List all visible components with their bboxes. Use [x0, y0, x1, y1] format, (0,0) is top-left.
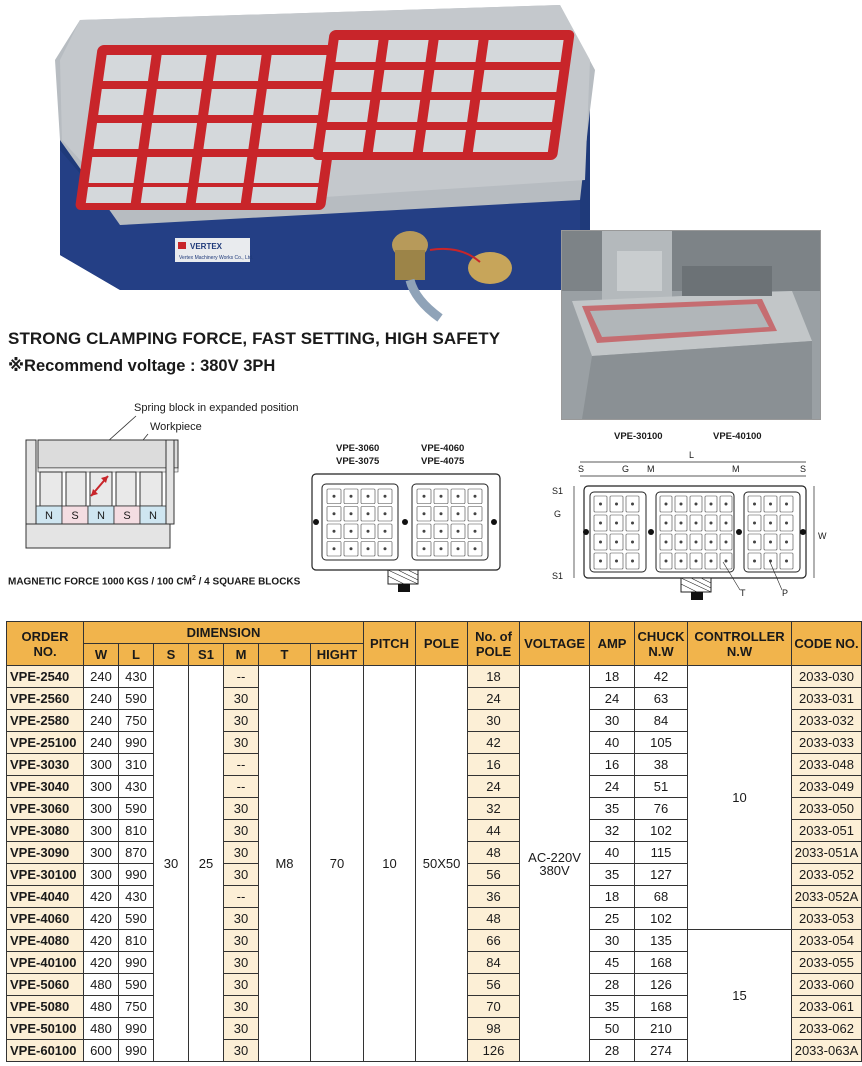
w-cell: 240 — [84, 666, 119, 688]
order-no-cell: VPE-4040 — [7, 886, 84, 908]
order-no-cell: VPE-30100 — [7, 864, 84, 886]
pole-hole — [440, 530, 442, 532]
pole-hole — [333, 513, 335, 515]
controller-nw-cell: 15 — [688, 930, 792, 1062]
order-no-cell: VPE-3060 — [7, 798, 84, 820]
dim-label: G — [554, 509, 562, 519]
order-no-cell: VPE-3040 — [7, 776, 84, 798]
w-cell: 480 — [84, 974, 119, 996]
pole-hole — [753, 522, 755, 524]
pole-hole — [457, 548, 459, 550]
pole-hole — [680, 541, 682, 543]
pole-hole — [680, 560, 682, 562]
chuck-drawing-a — [308, 472, 504, 594]
w-cell: 420 — [84, 930, 119, 952]
no-of-pole-cell: 48 — [468, 842, 520, 864]
dim-label: L — [689, 450, 695, 460]
l-cell: 590 — [119, 688, 154, 710]
l-cell: 990 — [119, 1040, 154, 1062]
chuck-nw-cell: 127 — [635, 864, 688, 886]
model-label: VPE-30100 — [614, 431, 663, 442]
no-of-pole-cell: 48 — [468, 908, 520, 930]
amp-cell: 18 — [590, 886, 635, 908]
m-cell: 30 — [224, 952, 259, 974]
pole-hole — [474, 513, 476, 515]
pole-hole — [440, 495, 442, 497]
code-no-cell: 2033-032 — [792, 710, 862, 732]
order-no-cell: VPE-4080 — [7, 930, 84, 952]
chuck-nw-cell: 42 — [635, 666, 688, 688]
dim-label: S — [800, 464, 807, 474]
pole-hole — [350, 530, 352, 532]
amp-cell: 24 — [590, 688, 635, 710]
pole-hole — [769, 541, 771, 543]
chuck-nw-cell: 76 — [635, 798, 688, 820]
l-cell: 430 — [119, 666, 154, 688]
brand-text: VERTEX — [190, 242, 223, 251]
model-label: VPE-40100 — [713, 431, 762, 442]
pole-label: N — [149, 510, 157, 522]
pole-hole — [367, 548, 369, 550]
order-no-cell: VPE-2560 — [7, 688, 84, 710]
no-of-pole-cell: 42 — [468, 732, 520, 754]
order-no-cell: VPE-3030 — [7, 754, 84, 776]
chuck-nw-cell: 274 — [635, 1040, 688, 1062]
col-header-voltage: VOLTAGE — [520, 622, 590, 666]
code-no-cell: 2033-030 — [792, 666, 862, 688]
col-header-amp: AMP — [590, 622, 635, 666]
col-header-order: ORDER NO. — [7, 622, 84, 666]
pole-hole — [631, 560, 633, 562]
order-no-cell: VPE-60100 — [7, 1040, 84, 1062]
m-cell: 30 — [224, 974, 259, 996]
pole-hole — [615, 503, 617, 505]
w-cell: 240 — [84, 710, 119, 732]
caption-sup: 2 — [191, 575, 196, 582]
code-no-cell: 2033-050 — [792, 798, 862, 820]
pole-hole — [457, 513, 459, 515]
w-cell: 300 — [84, 820, 119, 842]
no-of-pole-cell: 126 — [468, 1040, 520, 1062]
code-no-cell: 2033-054 — [792, 930, 862, 952]
col-header-pole: POLE — [416, 622, 468, 666]
caption-end: / 4 SQUARE BLOCKS — [195, 576, 301, 588]
col-header-chuck-nw: CHUCK N.W — [635, 622, 688, 666]
pole-hole — [695, 560, 697, 562]
amp-cell: 40 — [590, 842, 635, 864]
m-cell: 30 — [224, 930, 259, 952]
table-row — [7, 666, 862, 688]
amp-cell: 16 — [590, 754, 635, 776]
l-cell: 590 — [119, 908, 154, 930]
chuck-nw-cell: 126 — [635, 974, 688, 996]
m-cell: 30 — [224, 908, 259, 930]
pole-hole — [474, 548, 476, 550]
order-no-cell: VPE-25100 — [7, 732, 84, 754]
magnetic-force-diagram — [8, 410, 180, 568]
chuck-drawing-b — [548, 446, 844, 604]
w-cell: 600 — [84, 1040, 119, 1062]
chuck-nw-cell: 168 — [635, 996, 688, 1018]
m-cell: -- — [224, 754, 259, 776]
no-of-pole-cell: 30 — [468, 710, 520, 732]
pole-hole — [631, 503, 633, 505]
code-no-cell: 2033-061 — [792, 996, 862, 1018]
no-of-pole-cell: 18 — [468, 666, 520, 688]
pole-hole — [710, 522, 712, 524]
pole-label: S — [123, 510, 131, 522]
pole-hole — [725, 522, 727, 524]
order-no-cell: VPE-3090 — [7, 842, 84, 864]
order-no-cell: VPE-5080 — [7, 996, 84, 1018]
code-no-cell: 2033-062 — [792, 1018, 862, 1040]
pole-hole — [665, 522, 667, 524]
t-cell: M8 — [259, 666, 311, 1062]
pole-hole — [785, 560, 787, 562]
m-cell: -- — [224, 886, 259, 908]
amp-cell: 35 — [590, 996, 635, 1018]
pole-hole — [333, 495, 335, 497]
pole-hole — [631, 541, 633, 543]
pole-hole — [423, 530, 425, 532]
chuck-nw-cell: 102 — [635, 820, 688, 842]
pole-hole — [367, 530, 369, 532]
pole-hole — [665, 541, 667, 543]
amp-cell: 32 — [590, 820, 635, 842]
w-cell: 300 — [84, 842, 119, 864]
code-no-cell: 2033-051A — [792, 842, 862, 864]
w-cell: 300 — [84, 864, 119, 886]
pole-label: S — [71, 510, 79, 522]
pole-hole — [769, 522, 771, 524]
w-cell: 480 — [84, 996, 119, 1018]
chuck-nw-cell: 210 — [635, 1018, 688, 1040]
amp-cell: 25 — [590, 908, 635, 930]
pole-hole — [665, 560, 667, 562]
spec-table — [6, 621, 862, 1062]
m-cell: 30 — [224, 820, 259, 842]
pole-hole — [695, 541, 697, 543]
code-no-cell: 2033-048 — [792, 754, 862, 776]
chuck-nw-cell: 63 — [635, 688, 688, 710]
order-no-cell: VPE-50100 — [7, 1018, 84, 1040]
m-cell: 30 — [224, 864, 259, 886]
l-cell: 990 — [119, 1018, 154, 1040]
model-label: VPE-3060 — [336, 443, 380, 454]
pole-hole — [710, 503, 712, 505]
col-header-code-no: CODE NO. — [792, 622, 862, 666]
pole-hole — [423, 513, 425, 515]
pole-hole — [384, 548, 386, 550]
pole-hole — [753, 503, 755, 505]
w-cell: 420 — [84, 886, 119, 908]
pole-hole — [725, 503, 727, 505]
code-no-cell: 2033-055 — [792, 952, 862, 974]
amp-cell: 28 — [590, 974, 635, 996]
w-cell: 300 — [84, 754, 119, 776]
l-cell: 590 — [119, 798, 154, 820]
chuck-nw-cell: 51 — [635, 776, 688, 798]
pole-hole — [725, 560, 727, 562]
code-no-cell: 2033-031 — [792, 688, 862, 710]
m-cell: 30 — [224, 732, 259, 754]
m-cell: 30 — [224, 688, 259, 710]
code-no-cell: 2033-063A — [792, 1040, 862, 1062]
pole-hole — [753, 541, 755, 543]
m-cell: 30 — [224, 1018, 259, 1040]
pole-hole — [333, 548, 335, 550]
magnetic-force-caption — [8, 575, 300, 587]
col-header-t: T — [259, 644, 311, 666]
l-cell: 870 — [119, 842, 154, 864]
chuck-nw-cell: 84 — [635, 710, 688, 732]
code-no-cell: 2033-051 — [792, 820, 862, 842]
w-cell: 240 — [84, 688, 119, 710]
no-of-pole-cell: 56 — [468, 864, 520, 886]
l-cell: 430 — [119, 776, 154, 798]
model-label: VPE-4060 — [421, 443, 465, 454]
l-cell: 990 — [119, 864, 154, 886]
col-header-s1: S1 — [189, 644, 224, 666]
no-of-pole-cell: 24 — [468, 776, 520, 798]
voltage-cell — [520, 666, 590, 1062]
pole-hole — [695, 503, 697, 505]
w-cell: 240 — [84, 732, 119, 754]
l-cell: 750 — [119, 710, 154, 732]
dim-label: W — [818, 531, 827, 541]
l-cell: 310 — [119, 754, 154, 776]
no-of-pole-cell: 24 — [468, 688, 520, 710]
order-no-cell: VPE-2580 — [7, 710, 84, 732]
pole-hole — [457, 495, 459, 497]
pole-hole — [350, 513, 352, 515]
chuck-nw-cell: 135 — [635, 930, 688, 952]
headline: STRONG CLAMPING FORCE, FAST SETTING, HIGH SAFETY — [8, 329, 501, 348]
order-no-cell: VPE-4060 — [7, 908, 84, 930]
amp-cell: 24 — [590, 776, 635, 798]
pole-hole — [665, 503, 667, 505]
col-header-l: L — [119, 644, 154, 666]
m-cell: 30 — [224, 996, 259, 1018]
pole-hole — [333, 530, 335, 532]
pole-hole — [769, 560, 771, 562]
no-of-pole-cell: 70 — [468, 996, 520, 1018]
pole-hole — [615, 522, 617, 524]
s1-cell: 25 — [189, 666, 224, 1062]
amp-cell: 30 — [590, 930, 635, 952]
col-header-no-of-pole: No. of POLE — [468, 622, 520, 666]
l-cell: 750 — [119, 996, 154, 1018]
pole-hole — [615, 541, 617, 543]
pole-hole — [440, 513, 442, 515]
chuck-nw-cell: 105 — [635, 732, 688, 754]
code-no-cell: 2033-053 — [792, 908, 862, 930]
pole-hole — [440, 548, 442, 550]
code-no-cell: 2033-033 — [792, 732, 862, 754]
col-header-s: S — [154, 644, 189, 666]
machining-photo — [561, 230, 821, 420]
voltage-line1: AC-220V — [528, 849, 581, 865]
hight-cell: 70 — [311, 666, 364, 1062]
dim-label: G — [622, 464, 630, 474]
caption-main: MAGNETIC FORCE 1000 KGS / 100 CM — [8, 576, 192, 588]
pole-hole — [695, 522, 697, 524]
pole-hole — [680, 522, 682, 524]
pole-hole — [599, 560, 601, 562]
maker-text: Vertex Machinery Works Co., Ltd. — [179, 255, 254, 261]
dim-label: M — [647, 464, 655, 474]
model-label: VPE-3075 — [336, 456, 380, 467]
controller-nw-cell: 10 — [688, 666, 792, 930]
amp-cell: 35 — [590, 864, 635, 886]
m-cell: -- — [224, 666, 259, 688]
l-cell: 810 — [119, 930, 154, 952]
voltage-line2: 380V — [539, 862, 570, 878]
no-of-pole-cell: 84 — [468, 952, 520, 974]
no-of-pole-cell: 56 — [468, 974, 520, 996]
pole-hole — [725, 541, 727, 543]
no-of-pole-cell: 44 — [468, 820, 520, 842]
pole-hole — [367, 513, 369, 515]
pole-hole — [384, 530, 386, 532]
chuck-nw-cell: 68 — [635, 886, 688, 908]
w-cell: 420 — [84, 908, 119, 930]
spring-label: Spring block in expanded position — [134, 402, 299, 414]
workpiece-label: Workpiece — [150, 421, 202, 433]
pole-hole — [350, 495, 352, 497]
amp-cell: 40 — [590, 732, 635, 754]
col-header-hight: HIGHT — [311, 644, 364, 666]
col-header-dimension: DIMENSION — [84, 622, 364, 644]
dim-label: S1 — [552, 571, 564, 581]
code-no-cell: 2033-060 — [792, 974, 862, 996]
pole-hole — [474, 530, 476, 532]
l-cell: 990 — [119, 732, 154, 754]
magnetic-chuck-photo — [0, 0, 600, 320]
chuck-nw-cell: 115 — [635, 842, 688, 864]
order-no-cell: VPE-5060 — [7, 974, 84, 996]
amp-cell: 28 — [590, 1040, 635, 1062]
chuck-nw-cell: 102 — [635, 908, 688, 930]
pole-hole — [384, 513, 386, 515]
pole-hole — [384, 495, 386, 497]
dim-label: S — [578, 464, 585, 474]
code-no-cell: 2033-052 — [792, 864, 862, 886]
no-of-pole-cell: 36 — [468, 886, 520, 908]
m-cell: -- — [224, 776, 259, 798]
voltage-note: ※Recommend voltage : 380V 3PH — [8, 357, 276, 375]
pole-hole — [599, 503, 601, 505]
pole-hole — [680, 503, 682, 505]
amp-cell: 45 — [590, 952, 635, 974]
code-no-cell: 2033-049 — [792, 776, 862, 798]
col-header-m: M — [224, 644, 259, 666]
pole-hole — [785, 541, 787, 543]
m-cell: 30 — [224, 798, 259, 820]
pole-hole — [753, 560, 755, 562]
w-cell: 300 — [84, 776, 119, 798]
col-header-controller-nw: CONTROLLER N.W — [688, 622, 792, 666]
pole-hole — [631, 522, 633, 524]
pole-hole — [599, 541, 601, 543]
l-cell: 430 — [119, 886, 154, 908]
chuck-nw-cell: 168 — [635, 952, 688, 974]
pole-hole — [599, 522, 601, 524]
no-of-pole-cell: 16 — [468, 754, 520, 776]
dim-label: T — [740, 588, 746, 598]
l-cell: 590 — [119, 974, 154, 996]
amp-cell: 50 — [590, 1018, 635, 1040]
amp-cell: 35 — [590, 798, 635, 820]
no-of-pole-cell: 32 — [468, 798, 520, 820]
pole-hole — [423, 548, 425, 550]
pole-hole — [474, 495, 476, 497]
no-of-pole-cell: 98 — [468, 1018, 520, 1040]
amp-cell: 30 — [590, 710, 635, 732]
l-cell: 990 — [119, 952, 154, 974]
dim-label: S1 — [552, 486, 564, 496]
m-cell: 30 — [224, 842, 259, 864]
pole-hole — [785, 503, 787, 505]
chuck-nw-cell: 38 — [635, 754, 688, 776]
code-no-cell: 2033-052A — [792, 886, 862, 908]
pole-hole — [350, 548, 352, 550]
pole-hole — [615, 560, 617, 562]
dim-label: P — [782, 588, 789, 598]
pole-hole — [785, 522, 787, 524]
pitch-cell: 10 — [364, 666, 416, 1062]
pole-hole — [769, 503, 771, 505]
order-no-cell: VPE-3080 — [7, 820, 84, 842]
s-cell: 30 — [154, 666, 189, 1062]
pole-hole — [423, 495, 425, 497]
pole-hole — [367, 495, 369, 497]
pole-label: N — [45, 510, 53, 522]
no-of-pole-cell: 66 — [468, 930, 520, 952]
col-header-pitch: PITCH — [364, 622, 416, 666]
col-header-w: W — [84, 644, 119, 666]
order-no-cell: VPE-2540 — [7, 666, 84, 688]
dim-label: M — [732, 464, 740, 474]
m-cell: 30 — [224, 710, 259, 732]
pole-label: N — [97, 510, 105, 522]
order-no-cell: VPE-40100 — [7, 952, 84, 974]
amp-cell: 18 — [590, 666, 635, 688]
pole-hole — [457, 530, 459, 532]
w-cell: 480 — [84, 1018, 119, 1040]
m-cell: 30 — [224, 1040, 259, 1062]
pole-size-cell: 50X50 — [416, 666, 468, 1062]
pole-hole — [710, 560, 712, 562]
w-cell: 420 — [84, 952, 119, 974]
pole-hole — [710, 541, 712, 543]
l-cell: 810 — [119, 820, 154, 842]
model-label: VPE-4075 — [421, 456, 465, 467]
w-cell: 300 — [84, 798, 119, 820]
